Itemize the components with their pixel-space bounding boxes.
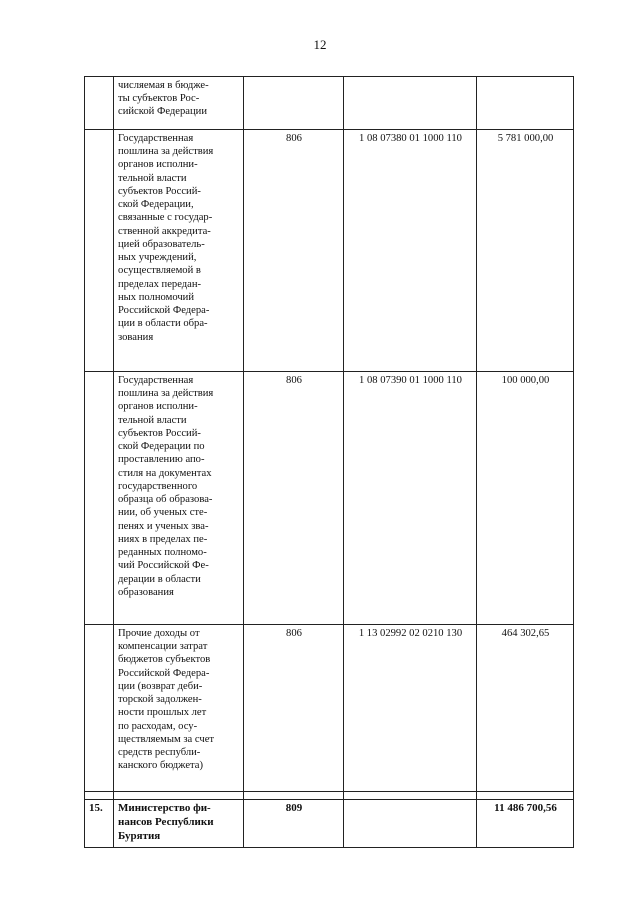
revenue-name: Государственная пошлина за действия органов исполни- тельной власти субъектов Россий- ской Федерации по проставлению апо- стиля на документах государственного образца об образова- нии, об ученых сте- пенях и ученых зва- ниях в пределах пе- реданных полномо- чий Российской Фе- дерации в области образования	[114, 372, 244, 625]
revenue-table	[84, 76, 574, 848]
row-number: 15.	[85, 800, 114, 848]
budget-classification-code: 1 08 07380 01 1000 110	[344, 130, 477, 372]
row-number	[85, 77, 114, 130]
table-row	[85, 130, 574, 372]
revenue-name: Государственная пошлина за действия органов исполни- тельной власти субъектов Россий- ской Федерации, связанные с государ- ственной аккредита- цией образователь- ных учреждений, осуществляемой в пределах передан- ных полномочий Российской Федера- ции в области обра- зования	[114, 130, 244, 372]
row-separator	[85, 792, 574, 800]
budget-classification-code: 1 13 02992 02 0210 130	[344, 625, 477, 792]
amount	[477, 77, 574, 130]
admin-code	[244, 77, 344, 130]
table-row	[85, 372, 574, 625]
budget-classification-code: 1 08 07390 01 1000 110	[344, 372, 477, 625]
revenue-name: Министерство фи- нансов Республики Бурятия	[114, 800, 244, 848]
admin-code: 806	[244, 625, 344, 792]
amount: 464 302,65	[477, 625, 574, 792]
amount: 100 000,00	[477, 372, 574, 625]
budget-classification-code	[344, 800, 477, 848]
row-number	[85, 625, 114, 792]
amount: 11 486 700,56	[477, 800, 574, 848]
revenue-name: Прочие доходы от компенсации затрат бюджетов субъектов Российской Федера- ции (возврат деби- торской задолжен- ности прошлых лет по расходам, осу- ществляемым за счет средств республи- канского бюджета)	[114, 625, 244, 792]
admin-code: 806	[244, 372, 344, 625]
admin-code: 809	[244, 800, 344, 848]
table-row	[85, 77, 574, 130]
revenue-name: числяемая в бюдже- ты субъектов Рос- сийской Федерации	[114, 77, 244, 130]
table-row	[85, 625, 574, 792]
table-row	[85, 800, 574, 848]
row-number	[85, 372, 114, 625]
amount: 5 781 000,00	[477, 130, 574, 372]
budget-classification-code	[344, 77, 477, 130]
row-number	[85, 130, 114, 372]
page-number: 12	[313, 37, 327, 52]
admin-code: 806	[244, 130, 344, 372]
